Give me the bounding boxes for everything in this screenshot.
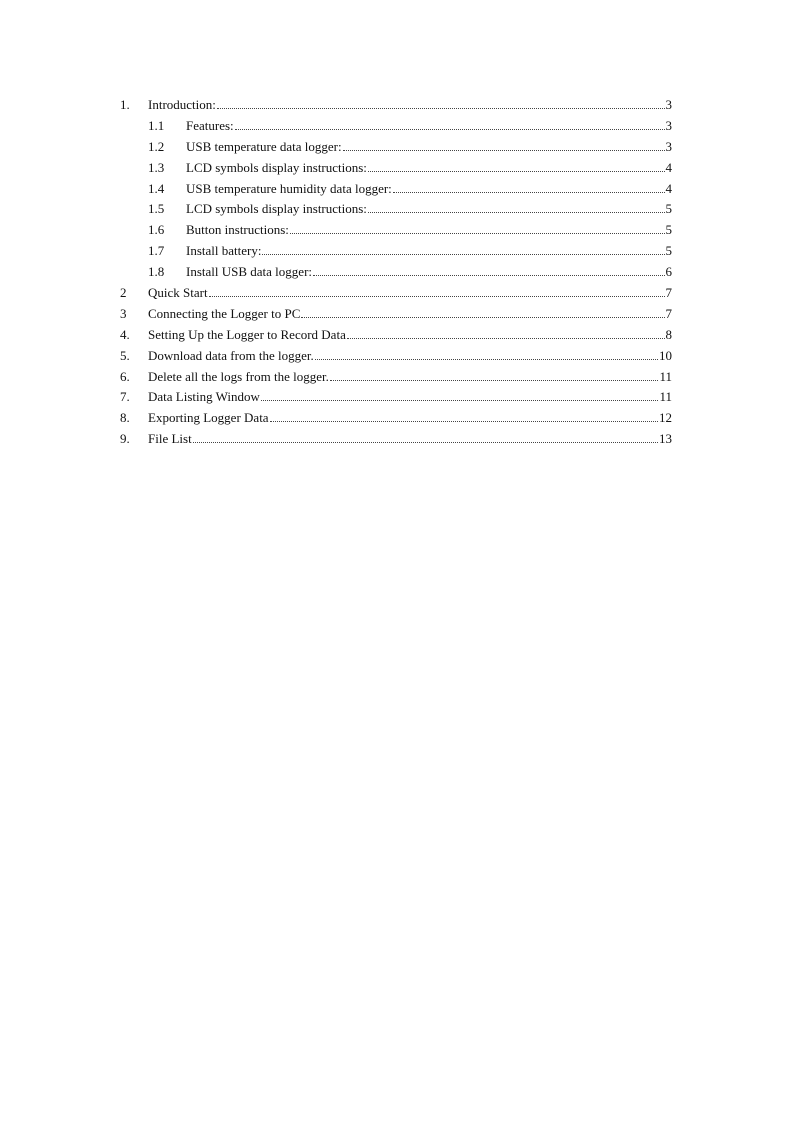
dot-leader — [235, 120, 665, 130]
toc-entry-line — [148, 325, 672, 346]
toc-entry-quick-start[interactable] — [0, 283, 793, 304]
toc-entry-page[interactable]: 5 — [665, 243, 672, 259]
toc-entry-page[interactable]: 3 — [665, 97, 672, 112]
toc-entry-number: 5. — [120, 347, 130, 363]
toc-entry-title[interactable]: Download data from the logger. — [148, 347, 314, 363]
toc-entry-page[interactable]: 8 — [665, 326, 672, 342]
dot-leader — [315, 350, 658, 360]
toc-entry-number: 1.2 — [148, 138, 165, 154]
toc-entry-introduction[interactable] — [0, 95, 793, 116]
toc-entry-line — [186, 116, 672, 137]
dot-leader — [217, 99, 665, 109]
toc-entry-lcd-symbols-1[interactable] — [0, 158, 793, 179]
toc-entry-page[interactable]: 7 — [665, 285, 672, 301]
toc-entry-title[interactable]: Data Listing Window — [148, 389, 260, 405]
toc-entry-number: 2 — [120, 285, 127, 301]
toc-entry-features[interactable] — [0, 116, 793, 137]
dot-leader — [343, 141, 665, 151]
toc-entry-number: 1. — [120, 97, 130, 112]
toc-entry-title[interactable]: LCD symbols display instructions: — [186, 159, 367, 175]
toc-entry-title[interactable]: Delete all the logs from the logger. — [148, 368, 329, 384]
toc-entry-number: 1.6 — [148, 222, 165, 238]
toc-entry-page[interactable]: 10 — [659, 347, 672, 363]
toc-entry-title[interactable]: LCD symbols display instructions: — [186, 201, 367, 217]
dot-leader — [290, 224, 665, 234]
toc-entry-title[interactable]: Features: — [186, 117, 234, 133]
dot-leader — [368, 162, 665, 172]
toc-entry-page[interactable]: 11 — [659, 389, 672, 405]
dot-leader — [368, 203, 665, 213]
toc-entry-title[interactable]: Install battery: — [186, 243, 262, 259]
toc-entry-line — [148, 408, 672, 429]
toc-entry-page[interactable]: 6 — [665, 264, 672, 280]
toc-entry-page[interactable]: 3 — [665, 117, 672, 133]
toc-entry-number: 1.3 — [148, 159, 165, 175]
dot-leader — [270, 412, 658, 422]
toc-entry-line — [186, 262, 672, 283]
toc-entry-data-listing-window[interactable] — [0, 387, 793, 408]
toc-entry-page[interactable]: 3 — [665, 138, 672, 154]
toc-entry-title[interactable]: Introduction: — [148, 97, 216, 112]
toc-entry-page[interactable]: 12 — [659, 410, 672, 426]
dot-leader — [313, 266, 664, 276]
toc-entry-number: 4. — [120, 326, 130, 342]
toc-entry-install-battery[interactable] — [0, 241, 793, 262]
dot-leader — [262, 245, 664, 255]
dot-leader — [193, 433, 658, 443]
dot-leader — [301, 308, 664, 318]
toc-entry-title[interactable]: Quick Start — [148, 285, 208, 301]
toc-entry-page[interactable]: 13 — [659, 431, 672, 447]
toc-entry-title[interactable]: USB temperature data logger: — [186, 138, 342, 154]
toc-entry-line — [148, 346, 672, 367]
toc-entry-title[interactable]: Exporting Logger Data — [148, 410, 269, 426]
toc-entry-connecting-logger[interactable] — [0, 304, 793, 325]
toc-entry-page[interactable]: 4 — [665, 159, 672, 175]
toc-entry-line — [186, 158, 672, 179]
toc-entry-number: 1.8 — [148, 264, 165, 280]
toc-entry-download-data[interactable] — [0, 346, 793, 367]
toc-entry-line — [186, 220, 672, 241]
toc-entry-page[interactable]: 11 — [659, 368, 672, 384]
toc-entry-usb-temperature-humidity-logger[interactable] — [0, 179, 793, 200]
dot-leader — [347, 329, 665, 339]
toc-entry-line — [148, 304, 672, 325]
toc-entry-line — [148, 387, 672, 408]
toc-entry-delete-logs[interactable] — [0, 367, 793, 388]
toc-entry-install-usb-logger[interactable] — [0, 262, 793, 283]
toc-entry-page[interactable]: 7 — [665, 305, 672, 321]
toc-entry-page[interactable]: 5 — [665, 222, 672, 238]
dot-leader — [261, 391, 659, 401]
toc-entry-file-list[interactable] — [0, 429, 793, 450]
toc-entry-line — [186, 137, 672, 158]
toc-entry-setting-up-logger[interactable] — [0, 325, 793, 346]
toc-entry-number: 3 — [120, 305, 127, 321]
toc-entry-number: 8. — [120, 410, 130, 426]
toc-entry-number: 1.1 — [148, 117, 165, 133]
dot-leader — [393, 183, 665, 193]
toc-entry-number: 1.4 — [148, 180, 165, 196]
toc-entry-line — [186, 199, 672, 220]
toc-entry-number: 7. — [120, 389, 130, 405]
toc-entry-number: 9. — [120, 431, 130, 447]
toc-entry-lcd-symbols-2[interactable] — [0, 199, 793, 220]
toc-entry-page[interactable]: 5 — [665, 201, 672, 217]
toc-entry-line — [186, 241, 672, 262]
dot-leader — [209, 287, 665, 297]
toc-entry-title[interactable]: File List — [148, 431, 192, 447]
toc-entry-usb-temperature-logger[interactable] — [0, 137, 793, 158]
toc-entry-line — [186, 179, 672, 200]
toc-entry-title[interactable]: USB temperature humidity data logger: — [186, 180, 392, 196]
toc-entry-exporting-data[interactable] — [0, 408, 793, 429]
toc-entry-title[interactable]: Connecting the Logger to PC — [148, 305, 301, 321]
toc-entry-line — [148, 283, 672, 304]
table-of-contents — [0, 95, 793, 450]
toc-entry-button-instructions[interactable] — [0, 220, 793, 241]
toc-entry-number: 1.7 — [148, 243, 165, 259]
toc-entry-title[interactable]: Setting Up the Logger to Record Data — [148, 326, 346, 342]
toc-entry-page[interactable]: 4 — [665, 180, 672, 196]
dot-leader — [330, 371, 659, 381]
toc-entry-line — [148, 429, 672, 450]
toc-entry-number: 1.5 — [148, 201, 165, 217]
toc-entry-line — [148, 95, 672, 116]
toc-entry-line — [148, 367, 672, 388]
toc-entry-title[interactable]: Button instructions: — [186, 222, 289, 238]
toc-entry-title[interactable]: Install USB data logger: — [186, 264, 313, 280]
toc-entry-number: 6. — [120, 368, 130, 384]
